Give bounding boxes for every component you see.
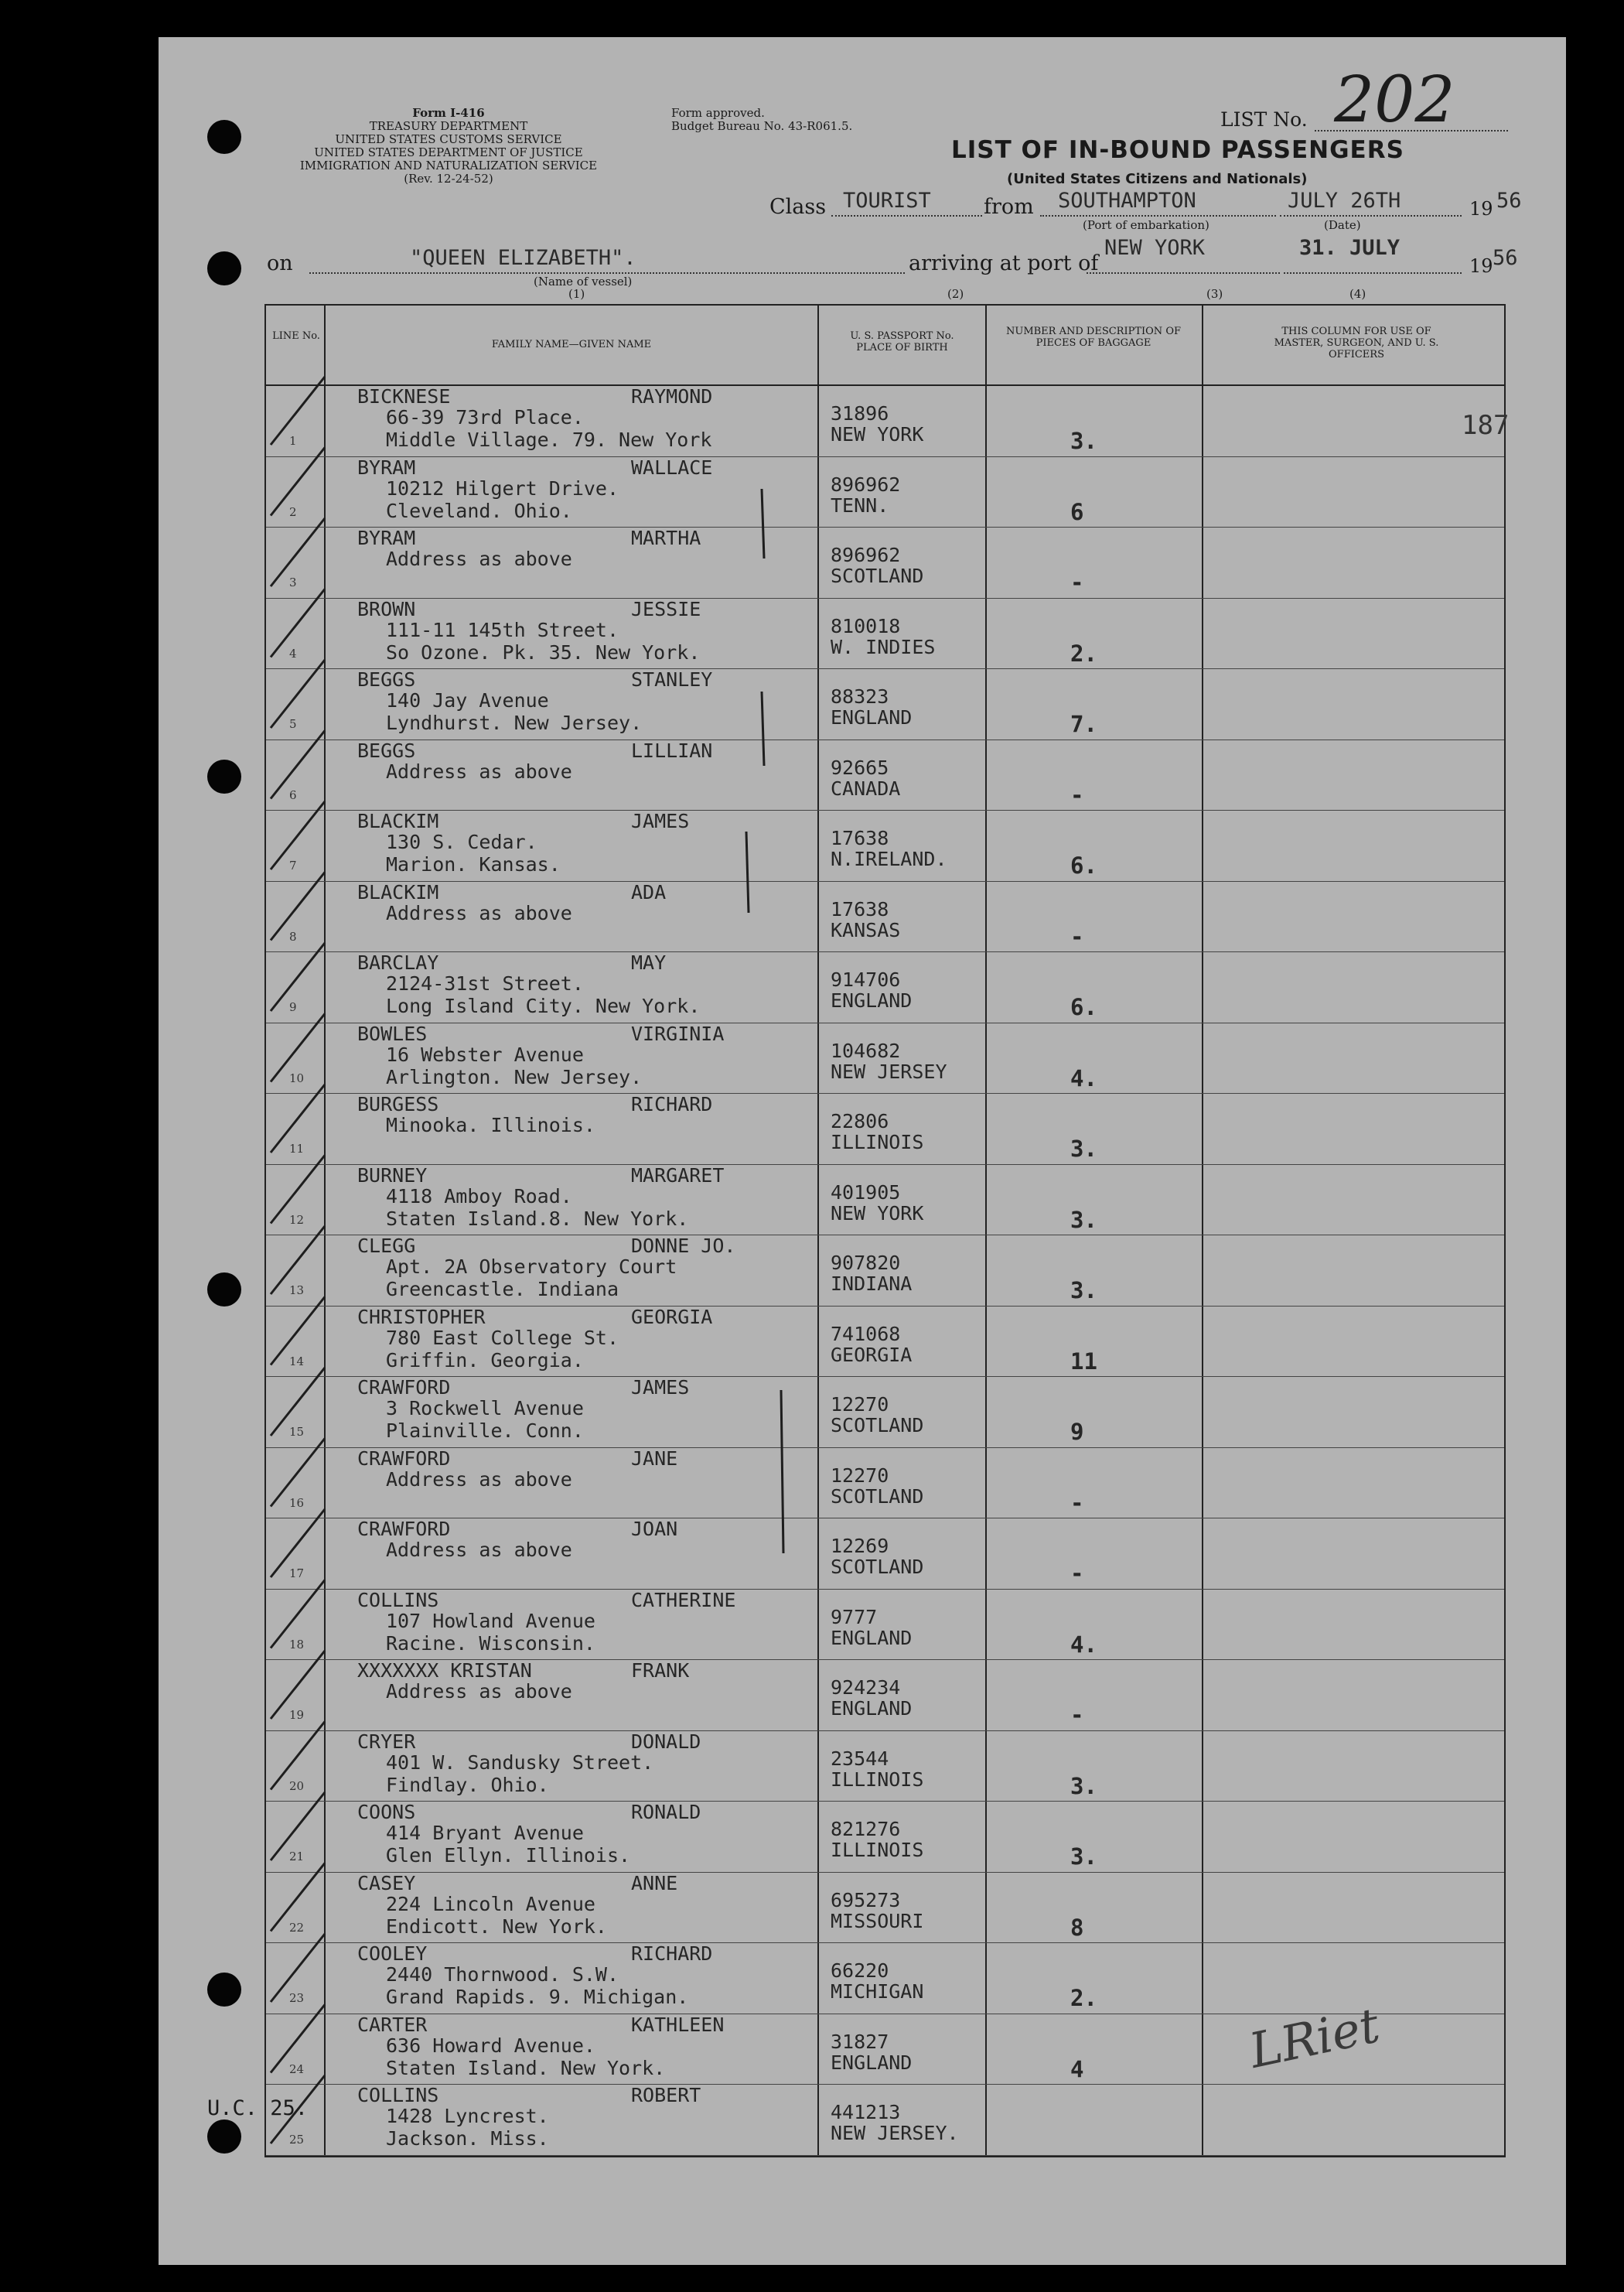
place-of-birth: MICHIGAN [831,1980,924,2003]
date-caption: (Date) [1324,218,1361,232]
place-of-birth: ENGLAND [831,2051,913,2074]
col-header-officers: THIS COLUMN FOR USE OF MASTER, SURGEON, AND U. S. OFFICERS [1274,326,1439,360]
passport-number: 92665 [831,756,889,779]
punch-hole [207,1272,241,1307]
place-of-birth: SCOTLAND [831,565,924,587]
table-row [266,811,1504,880]
place-of-birth: ILLINOIS [831,1131,924,1153]
family-name: COONS [357,1801,416,1823]
line-number: 4 [289,646,297,661]
given-name: KATHLEEN [631,2013,725,2036]
address-line-2: Glen Ellyn. Illinois. [386,1844,631,1867]
year-value: 56 [1496,189,1522,213]
punch-hole [207,2120,241,2154]
line-number: 2 [289,504,297,519]
table-row [266,882,1504,951]
line-number: 5 [289,717,297,731]
address-line-1: 224 Lincoln Avenue [386,1892,595,1915]
given-name: RICHARD [631,1093,713,1115]
given-name: RAYMOND [631,385,713,408]
baggage-count: 3. [1070,1277,1097,1303]
justice-label: UNITED STATES DEPARTMENT OF JUSTICE [314,145,583,159]
line-number: 25 [289,2133,305,2147]
form-title: LIST OF IN-BOUND PASSENGERS [951,136,1404,164]
given-name: MARGARET [631,1163,725,1187]
vessel-name: "QUEEN ELIZABETH". [410,246,636,270]
table-row [266,599,1504,668]
vessel-underline [309,272,905,274]
table-row [266,1235,1504,1304]
passport-number: 12270 [831,1464,889,1487]
family-name: CARTER [357,2013,428,2036]
class-label: Class [769,195,827,219]
line-number: 20 [289,1778,305,1793]
table-row [266,386,1504,455]
address-line-1: 2440 Thornwood. S.W. [386,1963,619,1986]
baggage-count: 11 [1070,1348,1097,1375]
given-name: FRANK [631,1659,690,1682]
page-count-annotation: 187 [1462,410,1510,441]
line-number: 21 [289,1850,305,1863]
class-value: TOURIST [843,189,931,213]
address-line-2: Lyndhurst. New Jersey. [386,712,643,734]
given-name: CATHERINE [631,1588,736,1611]
given-name: DONNE JO. [631,1235,736,1257]
place-of-birth: ENGLAND [831,1626,913,1649]
address-line-1: Minooka. Illinois. [386,1114,595,1136]
family-name: BYRAM [357,456,416,479]
passport-number: 104682 [831,1039,901,1062]
passport-number: 441213 [831,2101,901,2123]
address-line-1: 3 Rockwell Avenue [386,1397,584,1419]
col-header-line: LINE No. [272,330,320,342]
approved-label: Form approved. [671,106,765,120]
line-number: 22 [289,1920,305,1935]
baggage-count: 9 [1070,1419,1084,1445]
address-line-2: Staten Island. New York. [386,2056,666,2079]
col1-number: (1) [568,287,585,301]
baggage-count: 8 [1070,1914,1084,1941]
table-row [266,1023,1504,1092]
line-number: 23 [289,1991,305,2005]
address-line-2: Arlington. New Jersey. [386,1065,643,1088]
address-line-2: Middle Village. 79. New York [386,429,712,451]
place-of-birth: INDIANA [831,1272,913,1295]
place-of-birth: ENGLAND [831,1697,913,1720]
date-underline [1280,215,1462,217]
table-row [266,1873,1504,1942]
address-line-2: Findlay. Ohio. [386,1773,549,1796]
passport-number: 924234 [831,1676,901,1699]
place-of-birth: ENGLAND [831,706,913,729]
place-of-birth: N.IRELAND. [831,848,947,870]
baggage-count: 3. [1070,428,1097,454]
baggage-count: 4. [1070,1631,1097,1658]
place-of-birth: NEW JERSEY. [831,2122,959,2144]
address-line-1: 107 Howland Avenue [386,1609,595,1632]
passport-number: 23544 [831,1747,889,1770]
line-number: 10 [289,1071,305,1085]
given-name: JANE [631,1447,678,1470]
address-line-2: Long Island City. New York. [386,995,701,1017]
place-of-birth: SCOTLAND [831,1414,924,1436]
revision-label: (Rev. 12-24-52) [404,172,493,186]
col2-number: (2) [947,287,964,301]
passport-number: 12270 [831,1393,889,1416]
baggage-count: 6. [1070,852,1097,879]
margin-note: U.C. 25. [207,2096,309,2120]
punch-hole [207,120,241,154]
arrival-date: 31. JULY [1299,236,1401,260]
given-name: ROBERT [631,2084,701,2106]
baggage-count: - [1070,781,1084,808]
vessel-caption: (Name of vessel) [534,275,633,289]
given-name: MARTHA [631,527,701,549]
arrival-year-prefix: 19 [1469,255,1493,277]
baggage-count: - [1070,569,1084,596]
address-line-1: 140 Jay Avenue [386,689,549,712]
passport-number: 810018 [831,614,901,637]
table-row [266,1590,1504,1658]
given-name: ANNE [631,1871,678,1894]
line-number: 17 [289,1566,305,1580]
col-header-passport: U. S. PASSPORT No. PLACE OF BIRTH [850,330,954,354]
list-number: 202 [1334,63,1455,137]
passport-number: 17638 [831,897,889,921]
ins-label: IMMIGRATION AND NATURALIZATION SERVICE [299,159,598,172]
address-line-1: Address as above [386,760,572,783]
passport-number: 695273 [831,1888,901,1911]
list-number-underline [1315,130,1508,132]
row-divider [266,2155,1504,2156]
baggage-count: 3. [1070,1772,1097,1799]
address-line-1: Address as above [386,548,572,570]
passport-number: 741068 [831,1322,901,1345]
table-row [266,1731,1504,1800]
family-name: CRYER [357,1730,416,1753]
baggage-count: 4 [1070,2055,1084,2082]
given-name: JOAN [631,1518,678,1540]
given-name: VIRGINIA [631,1022,725,1045]
passport-number: 896962 [831,473,901,496]
baggage-count: 2. [1070,640,1097,667]
arrival-port-underline [1087,272,1280,274]
col-header-baggage: NUMBER AND DESCRIPTION OF PIECES OF BAGGAGE [1005,326,1181,349]
address-line-2: So Ozone. Pk. 35. New York. [386,640,701,664]
baggage-count: 7. [1070,711,1097,737]
line-number: 8 [289,929,297,944]
baggage-count: 3. [1070,1843,1097,1870]
address-line-1: 10212 Hilgert Drive. [386,477,619,500]
form-approval [671,107,852,133]
passport-number: 914706 [831,968,901,991]
address-line-1: 130 S. Cedar. [386,831,537,853]
line-number: 3 [289,576,297,589]
line-number: 1 [289,434,297,448]
embark-date-value: JULY 26TH [1288,189,1401,213]
customs-label: UNITED STATES CUSTOMS SERVICE [335,132,562,146]
col-header-name: FAMILY NAME—GIVEN NAME [491,339,652,350]
given-name: LILLIAN [631,739,713,762]
given-name: STANLEY [631,668,713,691]
table-row [266,1165,1504,1234]
place-of-birth: ILLINOIS [831,1768,924,1791]
arrival-date-underline [1284,272,1462,274]
family-name: BURNEY [357,1163,428,1187]
place-of-birth: ENGLAND [831,989,913,1012]
family-name: COLLINS [357,1588,439,1611]
family-name: CRAWFORD [357,1376,451,1399]
officer-signature: LRiet [1244,1997,1385,2079]
treasury-label: TREASURY DEPARTMENT [369,119,528,133]
passport-number: 66220 [831,1959,889,1982]
embark-underline [1040,215,1276,217]
address-line-1: 414 Bryant Avenue [386,1822,584,1844]
address-line-1: 401 W. Sandusky Street. [386,1751,654,1774]
baggage-count: - [1070,923,1084,950]
embark-port-value: SOUTHAMPTON [1058,189,1196,213]
place-of-birth: NEW YORK [831,423,924,446]
table-row [266,1943,1504,2012]
line-number: 15 [289,1425,305,1439]
table-row [266,1518,1504,1587]
address-line-2: Jackson. Miss. [386,2127,549,2150]
family-name: BURGESS [357,1093,439,1115]
table-row [266,669,1504,738]
family-name: CLEGG [357,1235,416,1257]
arrival-year: 56 [1493,246,1518,270]
passport-number: 31896 [831,402,889,425]
from-label: from [984,195,1034,219]
address-line-2: Marion. Kansas. [386,853,561,876]
line-number: 16 [289,1495,305,1510]
place-of-birth: NEW JERSEY [831,1060,947,1083]
address-line-1: Address as above [386,1467,572,1491]
class-underline [831,215,982,217]
address-line-2: Greencastle. Indiana [386,1278,619,1300]
place-of-birth: NEW YORK [831,1201,924,1225]
address-line-2: Grand Rapids. 9. Michigan. [386,1986,689,2008]
family-name: CASEY [357,1871,416,1894]
address-line-1: Address as above [386,1680,572,1703]
family-name: XXXXXXX KRISTAN [357,1659,532,1682]
form-subtitle: (United States Citizens and Nationals) [1007,171,1308,187]
address-line-2: Plainville. Conn. [386,1419,584,1442]
address-line-1: Address as above [386,901,572,924]
family-name: BLACKIM [357,810,439,832]
table-row [266,1802,1504,1870]
on-label: on [267,251,293,275]
table-row [266,1377,1504,1446]
col4-number: (4) [1349,287,1366,301]
family-name: BARCLAY [357,951,439,974]
address-line-1: 16 Webster Avenue [386,1043,584,1066]
place-of-birth: TENN. [831,494,889,517]
baggage-count: 6. [1070,994,1097,1020]
line-number: 7 [289,859,297,873]
table-row [266,952,1504,1021]
given-name: ADA [631,880,667,903]
passport-number: 17638 [831,827,889,849]
passport-number: 896962 [831,544,901,566]
form-agency-block [267,107,630,186]
given-name: WALLACE [631,456,713,479]
given-name: RONALD [631,1801,701,1823]
place-of-birth: SCOTLAND [831,1556,924,1578]
given-name: GEORGIA [631,1305,713,1328]
family-name: COOLEY [357,1942,428,1965]
punch-hole [207,251,241,285]
family-name: BEGGS [357,739,416,762]
place-of-birth: GEORGIA [831,1343,913,1366]
given-name: JAMES [631,1376,690,1399]
list-number-label: LIST No. [1220,108,1308,131]
passenger-table [264,304,1506,2157]
passport-number: 9777 [831,1605,878,1628]
table-row [266,1094,1504,1163]
given-name: JESSIE [631,597,701,620]
passport-number: 88323 [831,685,889,708]
col3-number: (3) [1206,287,1223,301]
address-line-1: 66-39 73rd Place. [386,406,584,429]
address-line-2: Griffin. Georgia. [386,1348,584,1371]
address-line-1: 780 East College St. [386,1326,619,1349]
arriving-label: arriving at port of [909,251,1099,275]
line-number: 24 [289,2061,305,2076]
punch-hole [207,1973,241,2007]
punch-hole [207,760,241,794]
line-number: 6 [289,787,297,802]
family-name: BLACKIM [357,880,439,903]
line-number: 18 [289,1637,305,1652]
address-line-1: 1428 Lyncrest. [386,2105,549,2127]
address-line-2: Racine. Wisconsin. [386,1631,595,1655]
place-of-birth: SCOTLAND [831,1484,924,1508]
line-number: 11 [289,1142,305,1156]
passport-number: 821276 [831,1818,901,1840]
line-number: 14 [289,1354,305,1368]
line-number: 19 [289,1708,305,1722]
passport-number: 12269 [831,1535,889,1557]
table-row [266,1448,1504,1517]
family-name: BOWLES [357,1022,428,1045]
given-name: JAMES [631,810,690,832]
family-name: CHRISTOPHER [357,1305,486,1328]
family-name: BICKNESE [357,385,451,408]
baggage-count: - [1070,1560,1084,1587]
address-line-2: Staten Island.8. New York. [386,1207,689,1230]
table-row [266,457,1504,526]
line-number: 9 [289,1000,297,1014]
table-row [266,2085,1504,2154]
place-of-birth: KANSAS [831,918,901,941]
given-name: RICHARD [631,1942,713,1965]
given-name: DONALD [631,1730,701,1753]
address-line-1: 636 Howard Avenue. [386,2034,595,2057]
passport-number: 907820 [831,1252,901,1274]
table-row [266,528,1504,596]
year-prefix: 19 [1469,198,1493,220]
arrival-port: NEW YORK [1104,236,1206,260]
family-name: CRAWFORD [357,1518,451,1540]
address-line-1: 2124-31st Street. [386,972,584,995]
baggage-count: 3. [1070,1136,1097,1162]
passport-number: 22806 [831,1110,889,1132]
baggage-count: 4. [1070,1064,1097,1091]
table-row [266,740,1504,809]
table-row [266,1660,1504,1729]
place-of-birth: ILLINOIS [831,1839,924,1861]
baggage-count: 3. [1070,1206,1097,1233]
address-line-2: Endicott. New York. [386,1915,607,1938]
passport-number: 401905 [831,1180,901,1204]
place-of-birth: MISSOURI [831,1909,924,1932]
address-line-1: Apt. 2A Observatory Court [386,1255,677,1278]
table-row [266,1307,1504,1375]
given-name: MAY [631,951,667,974]
line-number: 13 [289,1283,305,1297]
family-name: COLLINS [357,2084,439,2106]
address-line-1: Address as above [386,1539,572,1561]
family-name: BROWN [357,597,416,620]
address-line-1: 111-11 145th Street. [386,618,619,641]
line-number: 12 [289,1212,305,1227]
baggage-count: - [1070,1489,1084,1516]
embark-port-caption: (Port of embarkation) [1083,218,1209,232]
baggage-count: 6 [1070,498,1084,525]
family-name: BEGGS [357,668,416,691]
form-number: Form I-416 [412,106,485,120]
baggage-count: 2. [1070,1985,1097,2011]
address-line-2: Cleveland. Ohio. [386,499,572,522]
address-line-1: 4118 Amboy Road. [386,1184,572,1207]
budget-label: Budget Bureau No. 43-R061.5. [671,119,853,133]
passport-number: 31827 [831,2030,889,2053]
family-name: CRAWFORD [357,1447,451,1470]
family-name: BYRAM [357,527,416,549]
baggage-count: - [1070,1702,1084,1728]
place-of-birth: CANADA [831,777,901,800]
place-of-birth: W. INDIES [831,635,936,658]
